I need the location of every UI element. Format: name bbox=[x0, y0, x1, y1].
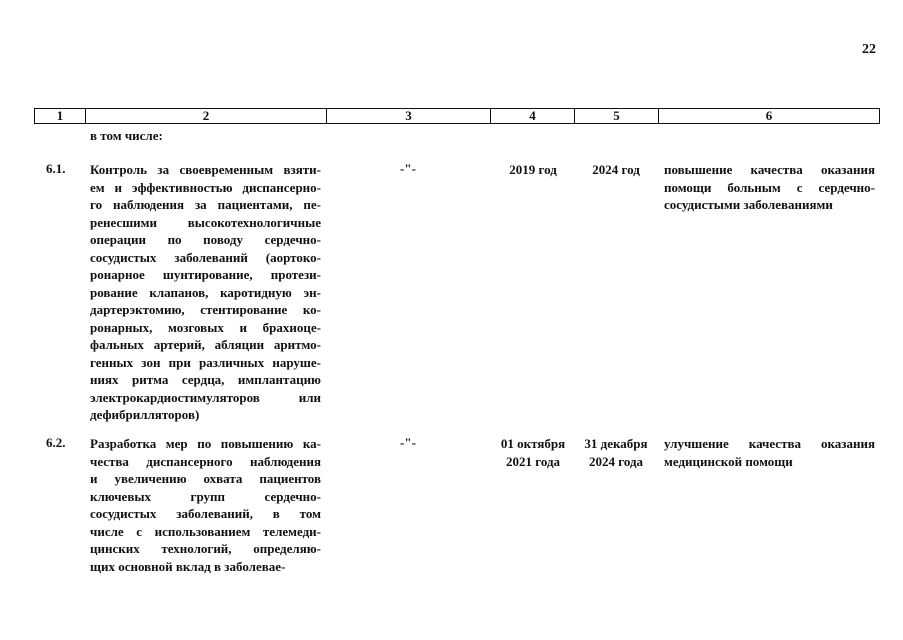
description-line: рование клапанов, каротидную эн- bbox=[90, 284, 321, 300]
row-description bbox=[90, 435, 321, 575]
column-header-4: 4 bbox=[491, 109, 575, 123]
description-line: дартерэктомию, стентирование ко- bbox=[90, 302, 321, 317]
description-line: дефибрилляторов) bbox=[90, 407, 200, 422]
description-line: ронарное шунтирование, протези- bbox=[90, 267, 321, 282]
result-line: повышение качества оказания bbox=[664, 162, 875, 177]
start-date-line: 2021 года bbox=[505, 453, 561, 469]
description-line: щих основной вклад в заболевае- bbox=[90, 558, 286, 574]
description-line: сосудистых заболеваний (аортоко- bbox=[90, 249, 321, 265]
description-line: чества диспансерного наблюдения bbox=[90, 453, 321, 469]
row-result bbox=[664, 435, 875, 470]
column-header-5: 5 bbox=[575, 109, 659, 123]
column-header-2: 2 bbox=[86, 109, 327, 123]
result-line: помощи больным с сердечно- bbox=[664, 179, 875, 195]
row-end-date bbox=[578, 435, 654, 470]
row-start-date bbox=[494, 435, 572, 470]
end-date-line: 2024 года bbox=[588, 453, 644, 469]
start-date-line: 01 октября bbox=[500, 436, 566, 451]
row-executor: -"- bbox=[400, 435, 416, 450]
row-description bbox=[90, 161, 321, 424]
row-number: 6.2. bbox=[46, 435, 66, 450]
end-date-line: 31 декабря bbox=[584, 436, 648, 451]
row-end-date bbox=[578, 161, 654, 179]
row-result bbox=[664, 161, 875, 214]
column-header-3: 3 bbox=[327, 109, 491, 123]
description-line: ключевых групп сердечно- bbox=[90, 488, 321, 504]
description-line: электрокардиостимуляторов или bbox=[90, 389, 321, 405]
description-line: ронарных, мозговых и брахиоце- bbox=[90, 319, 321, 335]
page-number: 22 bbox=[862, 42, 876, 57]
column-header-1: 1 bbox=[35, 109, 86, 123]
description-line: го наблюдения за пациентами, пе- bbox=[90, 197, 321, 212]
result-line: сосудистыми заболеваниями bbox=[664, 197, 833, 212]
row-executor: -"- bbox=[400, 161, 416, 176]
description-line: ренесшими высокотехнологичные bbox=[90, 214, 321, 230]
description-line: операции по поводу сердечно- bbox=[90, 232, 321, 247]
subheading: в том числе: bbox=[90, 128, 163, 143]
row-number: 6.1. bbox=[46, 161, 66, 176]
description-line: Разработка мер по повышению ка- bbox=[90, 436, 321, 451]
description-line: Контроль за своевременным взяти- bbox=[90, 162, 321, 177]
start-date-line: 2019 год bbox=[509, 162, 557, 177]
description-line: фальных артерий, абляции аритмо- bbox=[90, 337, 321, 352]
description-line: генных зон при различных наруше- bbox=[90, 354, 321, 370]
description-line: цинских технологий, определяю- bbox=[90, 541, 321, 556]
description-line: ем и эффективностью диспансерно- bbox=[90, 179, 321, 195]
description-line: числе с использованием телемеди- bbox=[90, 523, 321, 539]
description-line: и увеличению охвата пациентов bbox=[90, 471, 321, 486]
row-start-date bbox=[494, 161, 572, 179]
description-line: сосудистых заболеваний, в том bbox=[90, 506, 321, 521]
end-date-line: 2024 год bbox=[592, 162, 640, 177]
column-header-6: 6 bbox=[765, 108, 773, 123]
description-line: ниях ритма сердца, имплантацию bbox=[90, 372, 321, 387]
result-line: улучшение качества оказания bbox=[664, 436, 875, 451]
table-header-row bbox=[34, 108, 880, 124]
result-line: медицинской помощи bbox=[664, 453, 793, 469]
